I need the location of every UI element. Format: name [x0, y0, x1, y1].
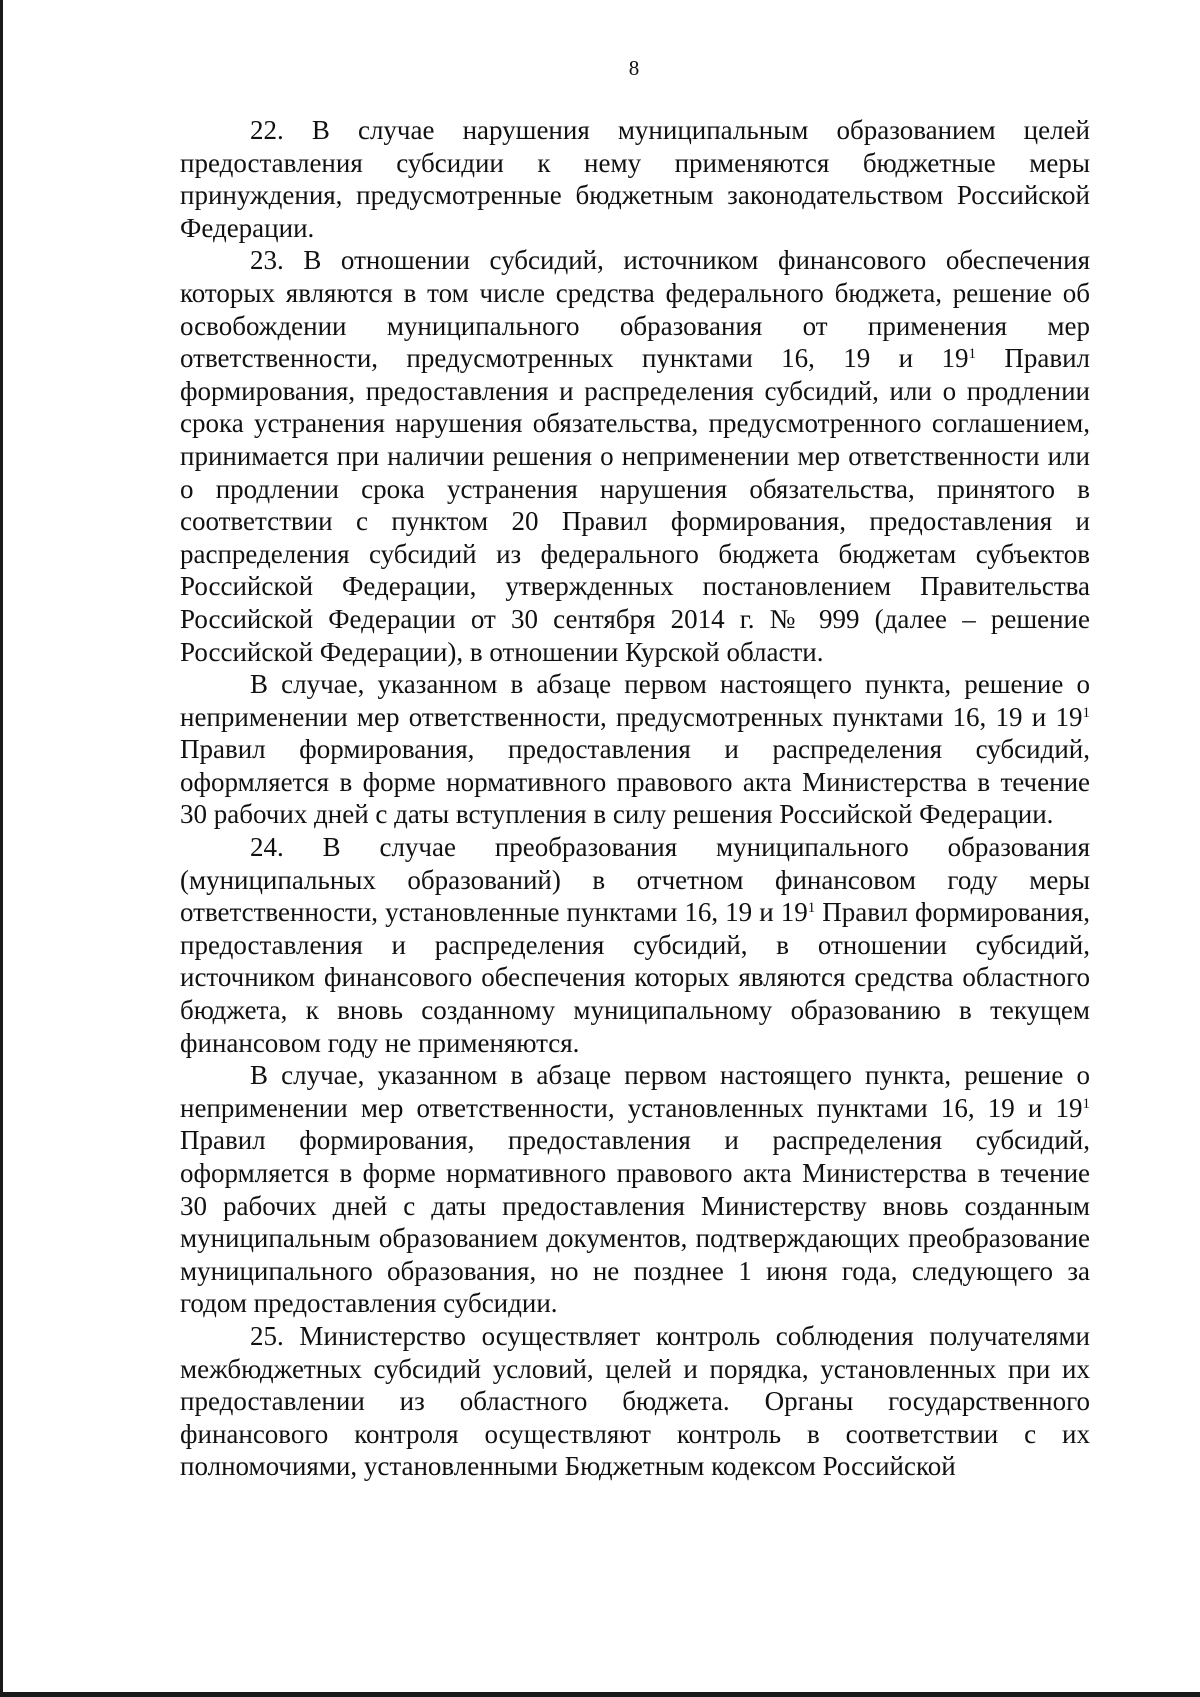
paragraph-25: 25. Министерство осуществляет контроль соблюдения получателями межбюджетных субсидий условий, целей и порядка, установленных при их предоставлении из областного бюджета. Органы государственного финансового контроля осуществляют контроль в соответствии с их полномочиями, установленными Бюджетным кодексом Российской [180, 1320, 1090, 1482]
paragraph-23-text-a: 23. В отношении субсидий, источником финансового обеспечения которых являются в том числе средства федерального бюджета, решение об освобождении муниципального образования от применения мер ответственности, предусмотренных пунктами 16, 19 и 19 [180, 245, 1090, 374]
paragraph-24-second [180, 1059, 1090, 1320]
paragraph-24-second-text-a: В случае, указанном в абзаце первом настоящего пункта, решение о неприменении мер ответственности, установленных пунктами 16, 19 и 19 [180, 1060, 1090, 1123]
paragraph-24-text-b: Правил формирования, предоставления и распределения субсидий, в отношении субсидий, источником финансового обеспечения которых являются средства областного бюджета, к вновь созданному муниципальному образованию в текущем финансовом году не применяются. [180, 897, 1091, 1058]
paragraph-23 [180, 244, 1090, 668]
superscript: 1 [807, 900, 816, 917]
paragraph-24 [180, 831, 1090, 1059]
superscript: 1 [968, 346, 976, 363]
superscript: 1 [1082, 704, 1090, 721]
paragraph-23-text-b: Правил формирования, предоставления и распределения субсидий, или о продлении срока устранения нарушения обязательства, предусмотренного соглашением, принимается при наличии решения о неприменении мер ответственности или о продлении срока устранения нарушения обязательства, принятого в соответствии с пунктом 20 Правил формирования, предоставления и распределения субсидий из федерального бюджета бюджетам субъектов Российской Федерации, утвержденных постановлением Правительства Российской Федерации от 30 сентября 2014 г. № 999 (далее – решение Российской Федерации), в отношении Курской области. [180, 343, 1090, 667]
paragraph-24-second-text-b: Правил формирования, предоставления и распределения субсидий, оформляется в форме нормативного правового акта Министерства в течение 30 рабочих дней с даты предоставления Министерству вновь созданным муниципальным образованием документов, подтверждающих преобразование муниципального образования, но не позднее 1 июня года, следующего за годом предоставления субсидии. [180, 1125, 1090, 1319]
paragraph-24-text-a: 24. В случае преобразования муниципального образования (муниципальных образований) в отчетном финансовом году меры ответственности, установленные пунктами 16, 19 и 19 [180, 832, 1090, 928]
document-body [180, 114, 1090, 1483]
paragraph-22: 22. В случае нарушения муниципальным образованием целей предоставления субсидии к нему применяются бюджетные меры принуждения, предусмотренные бюджетным законодательством Российской Федерации. [180, 115, 1090, 243]
superscript: 1 [1082, 1095, 1090, 1112]
paragraph-23-second-text-b: Правил формирования, предоставления и распределения субсидий, оформляется в форме нормативного правового акта Министерства в течение 30 рабочих дней с даты вступления в силу решения Российской Федерации. [180, 734, 1090, 830]
scan-edge-left [0, 0, 3, 1697]
paragraph-23-second-text-a: В случае, указанном в абзаце первом настоящего пункта, решение о неприменении мер ответственности, предусмотренных пунктами 16, 19 и 19 [180, 669, 1090, 732]
page-number: 8 [628, 56, 640, 80]
paragraph-23-second [180, 668, 1090, 831]
scan-edge-bottom [0, 1692, 1200, 1697]
